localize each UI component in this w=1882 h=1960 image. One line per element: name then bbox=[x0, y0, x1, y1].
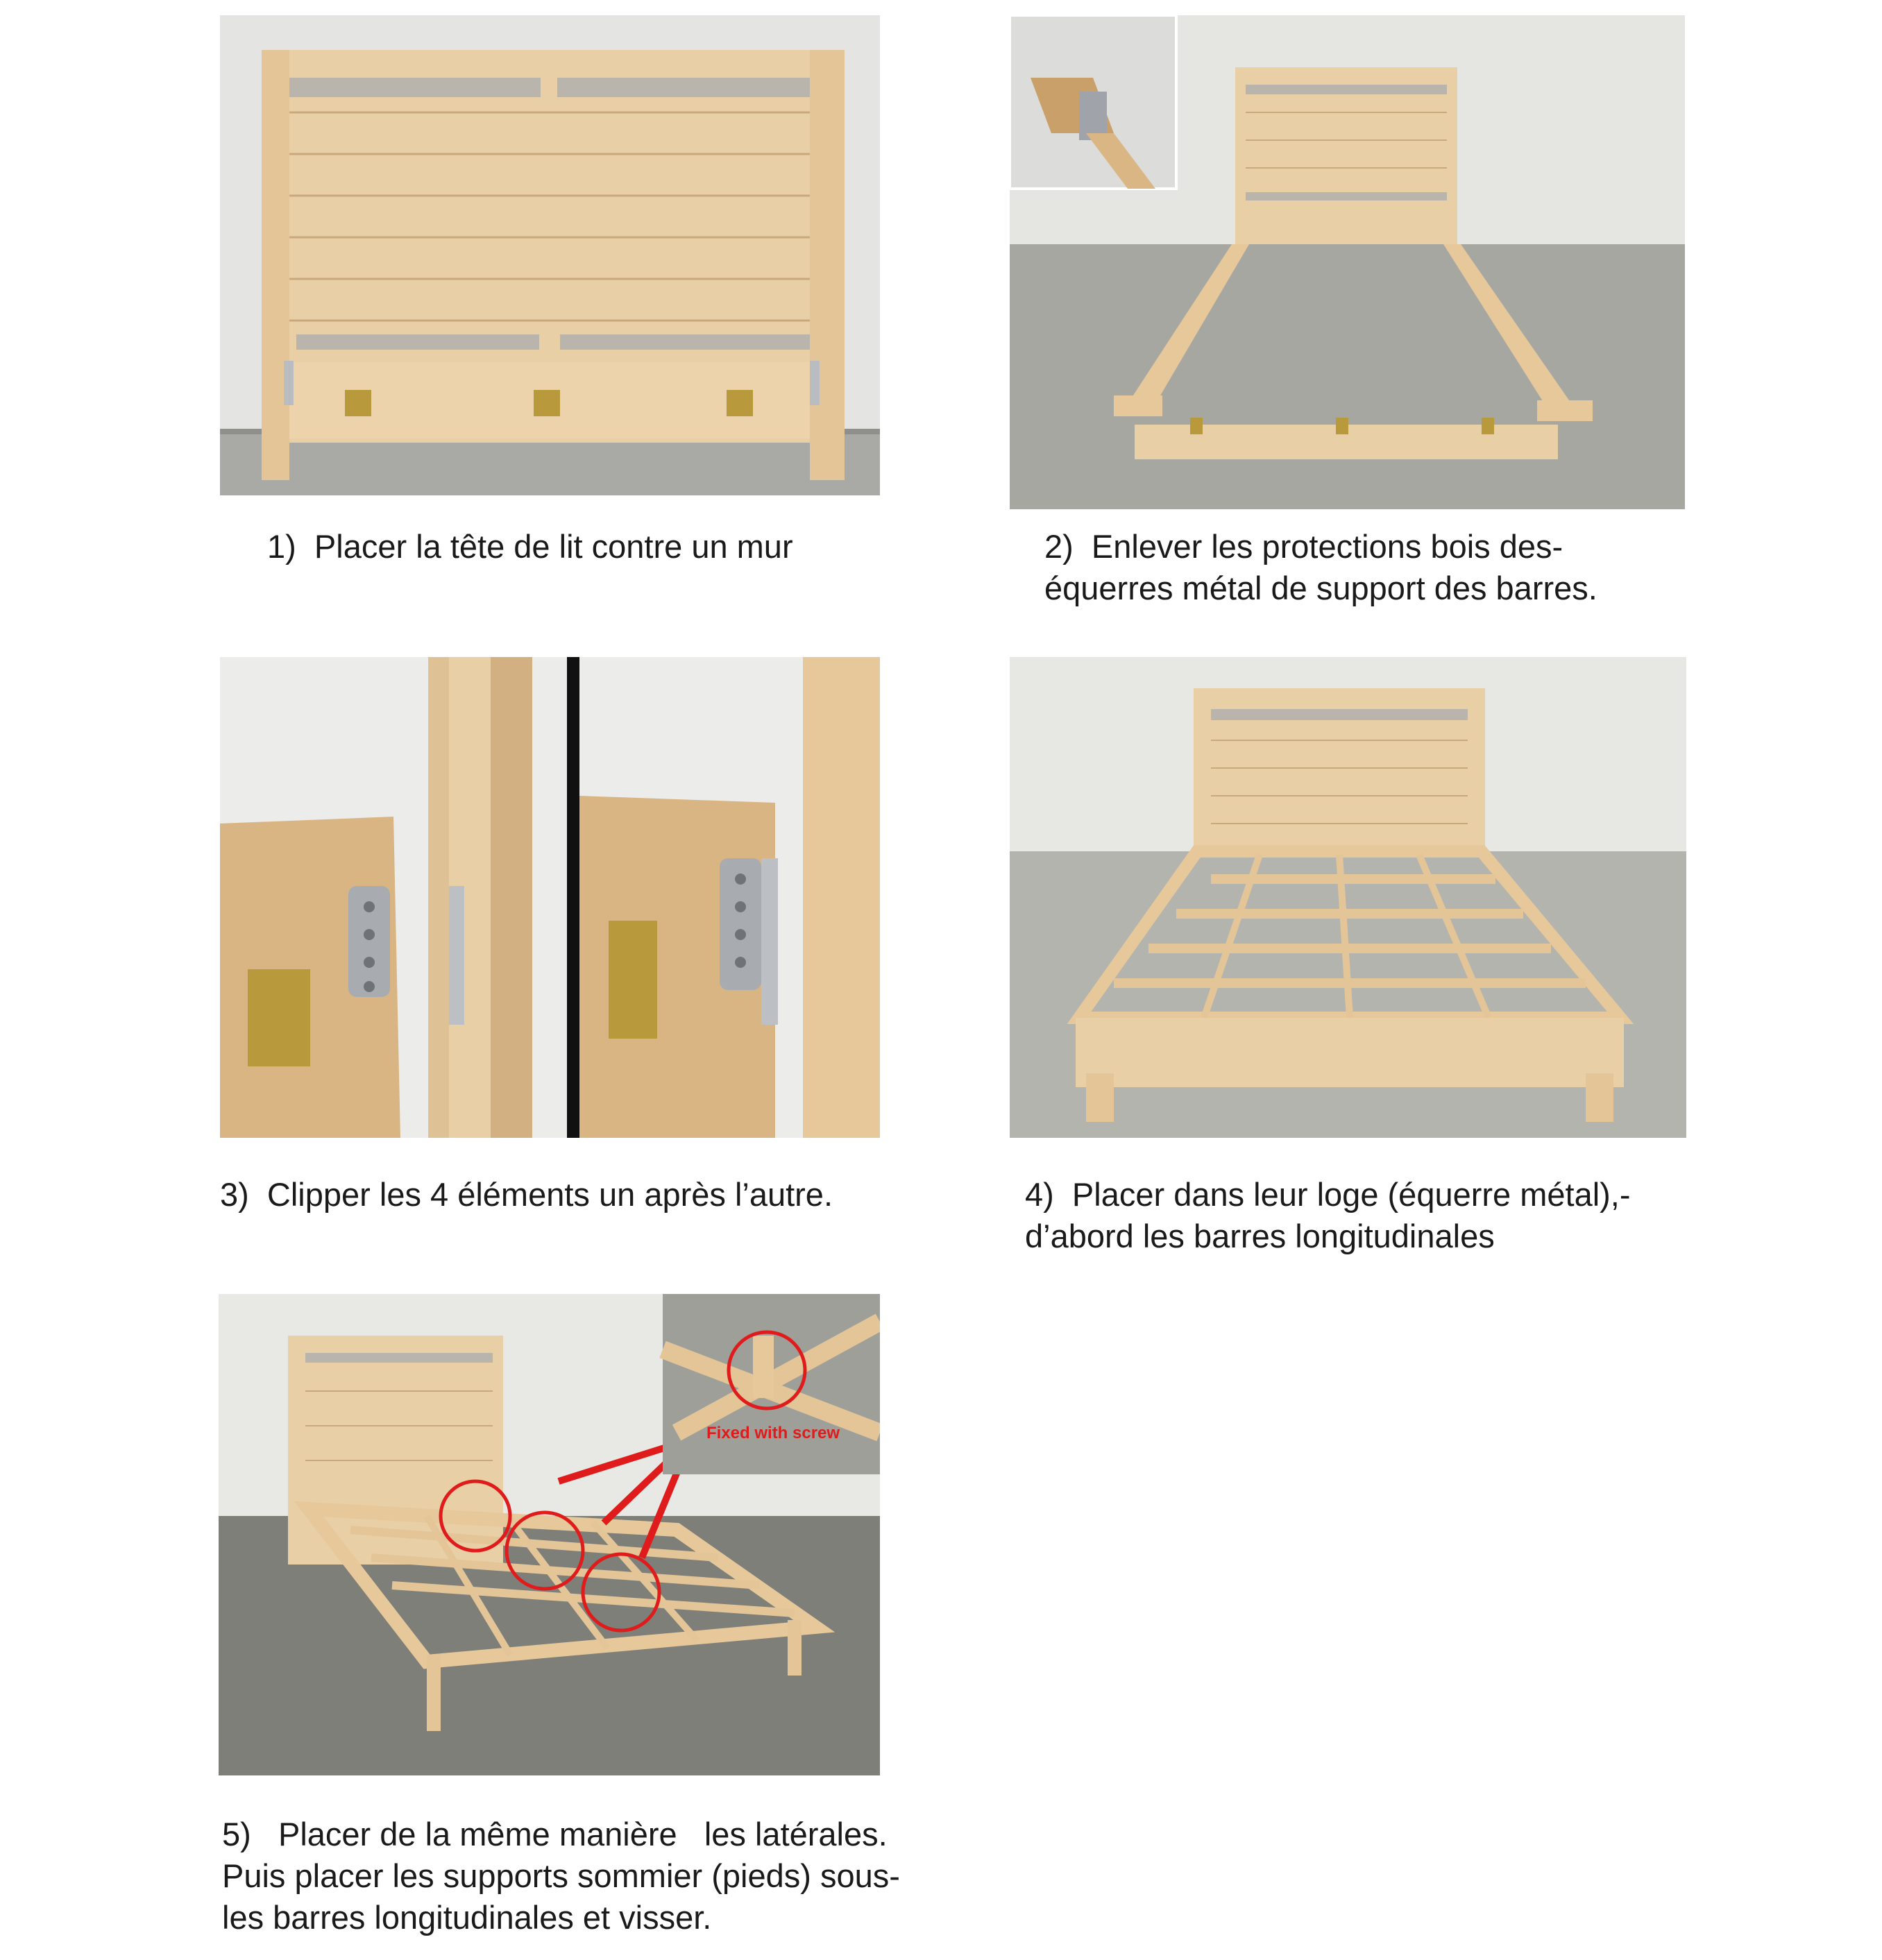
step-5-text-3: les barres longitudinales et visser. bbox=[222, 1899, 712, 1936]
step-2-photo bbox=[1010, 15, 1685, 509]
step-5-caption bbox=[222, 1814, 900, 1938]
step-5-number: 5) bbox=[222, 1816, 251, 1852]
step-2-text-2: équerres métal de support des barres. bbox=[1044, 570, 1597, 606]
step-1-line-1 bbox=[267, 526, 793, 568]
step-5-photo bbox=[219, 1294, 880, 1775]
step-3-caption bbox=[220, 1174, 833, 1216]
step-1-caption bbox=[267, 526, 793, 568]
step-2-text-1: Enlever les protections bois des- bbox=[1091, 528, 1563, 565]
step-5-text-1: Placer de la même manière les latérales. bbox=[278, 1816, 888, 1852]
step-2-line-1 bbox=[1044, 526, 1597, 568]
step-5-line-1 bbox=[222, 1814, 900, 1855]
step-3-photo bbox=[220, 657, 880, 1138]
step-1-number: 1) bbox=[267, 528, 296, 565]
step-5-text-2: Puis placer les supports sommier (pieds) sous- bbox=[222, 1857, 900, 1894]
step-4-caption bbox=[1025, 1174, 1631, 1257]
step-1-text: Placer la tête de lit contre un mur bbox=[314, 528, 793, 565]
inset-annotation: Fixed with screw bbox=[706, 1424, 840, 1442]
step-2-caption bbox=[1044, 526, 1597, 609]
step-3-text: Clipper les 4 éléments un après l’autre. bbox=[266, 1176, 833, 1213]
step-3-number: 3) bbox=[220, 1176, 249, 1213]
step-4-line-1 bbox=[1025, 1174, 1631, 1216]
step-4-photo bbox=[1010, 657, 1686, 1138]
step-4-number: 4) bbox=[1025, 1176, 1054, 1213]
step-3-line-1 bbox=[220, 1174, 833, 1216]
step-1-photo bbox=[220, 15, 880, 495]
step-4-text-1: Placer dans leur loge (équerre métal),- bbox=[1071, 1176, 1631, 1213]
step-4-text-2: d’abord les barres longitudinales bbox=[1025, 1218, 1495, 1254]
step-2-number: 2) bbox=[1044, 528, 1074, 565]
